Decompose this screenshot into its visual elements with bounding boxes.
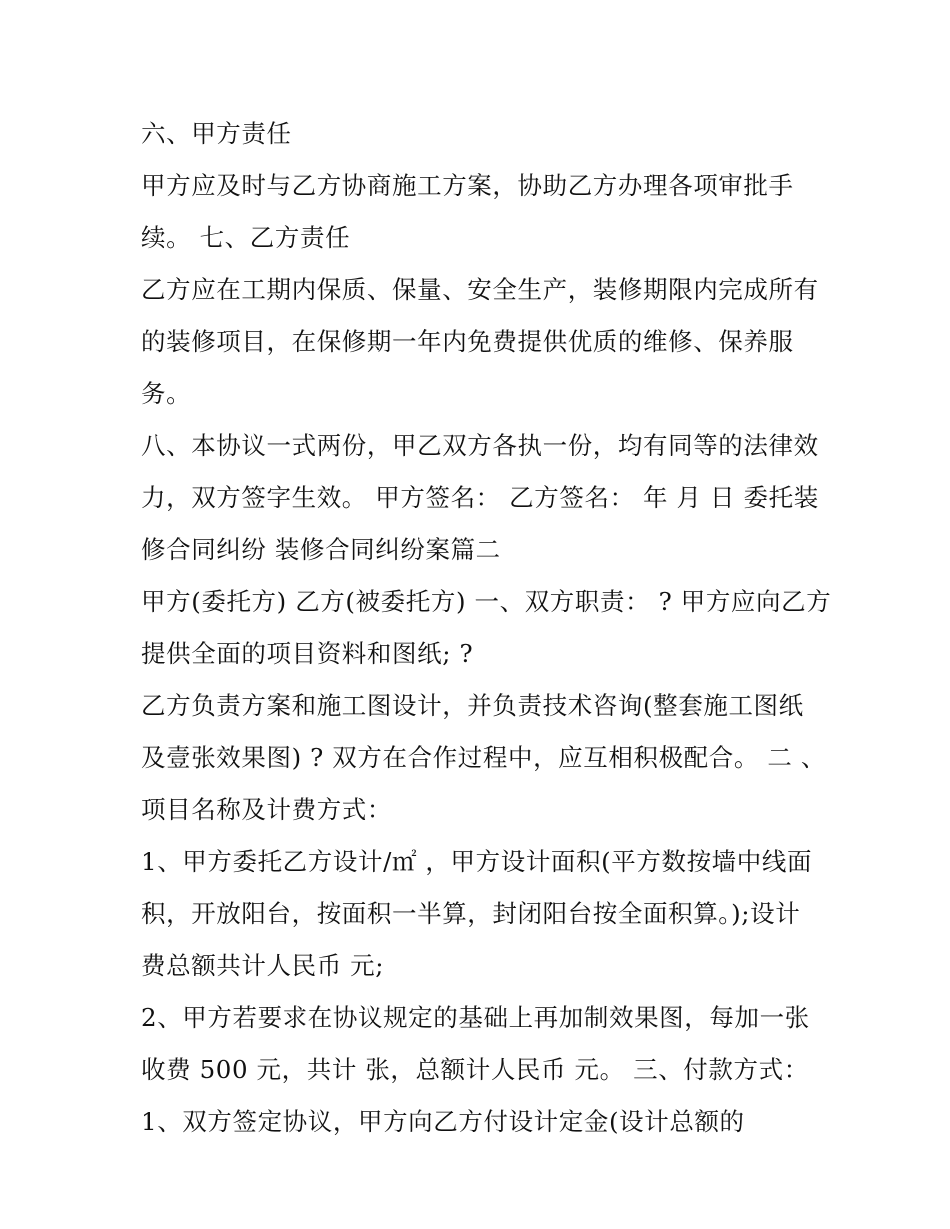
text-line: 项目名称及计费方式： (141, 795, 392, 824)
text-line: 2、甲方若要求在协议规定的基础上再加制效果图，每加一张 (141, 1003, 810, 1032)
text-line: 费总额共计人民币 元; (141, 951, 385, 980)
text-line: 力，双方签字生效。 甲方签名： 乙方签名： 年 月 日 委托装 (141, 483, 819, 512)
text-line: 积，开放阳台，按面积一半算，封闭阳台按全面积算。);设计 (141, 899, 801, 928)
text-line: 提供全面的项目资料和图纸; ? (141, 639, 474, 668)
text-line: 的装修项目，在保修期一年内免费提供优质的维修、保养服 (141, 327, 794, 356)
text-line: 乙方应在工期内保质、保量、安全生产，装修期限内完成所有 (141, 275, 819, 304)
text-line: 续。 七、乙方责任 (141, 223, 351, 252)
text-line: 甲方应及时与乙方协商施工方案，协助乙方办理各项审批手 (141, 171, 794, 200)
text-line: 收费 500 元，共计 张，总额计人民币 元。 三、付款方式： (141, 1055, 809, 1084)
text-line: 甲方(委托方) 乙方(被委托方) 一、双方职责： ? 甲方应向乙方 (141, 587, 832, 616)
text-line: 1、甲方委托乙方设计/㎡ ，甲方设计面积(平方数按墙中线面 (141, 847, 813, 876)
text-line: 及壹张效果图) ? 双方在合作过程中，应互相积极配合。 二 、 (141, 743, 826, 772)
document-body (141, 108, 831, 1148)
text-line: 务。 (141, 379, 192, 408)
section-heading-party-a-duties: 六、甲方责任 (141, 119, 292, 148)
text-line: 修合同纠纷 装修合同纠纷案篇二 (141, 535, 501, 564)
text-line: 八、本协议一式两份，甲乙双方各执一份，均有同等的法律效 (141, 431, 819, 460)
text-line: 乙方负责方案和施工图设计，并负责技术咨询(整套施工图纸 (141, 691, 804, 720)
text-line: 1、双方签定协议，甲方向乙方付设计定金(设计总额的 (141, 1107, 745, 1136)
